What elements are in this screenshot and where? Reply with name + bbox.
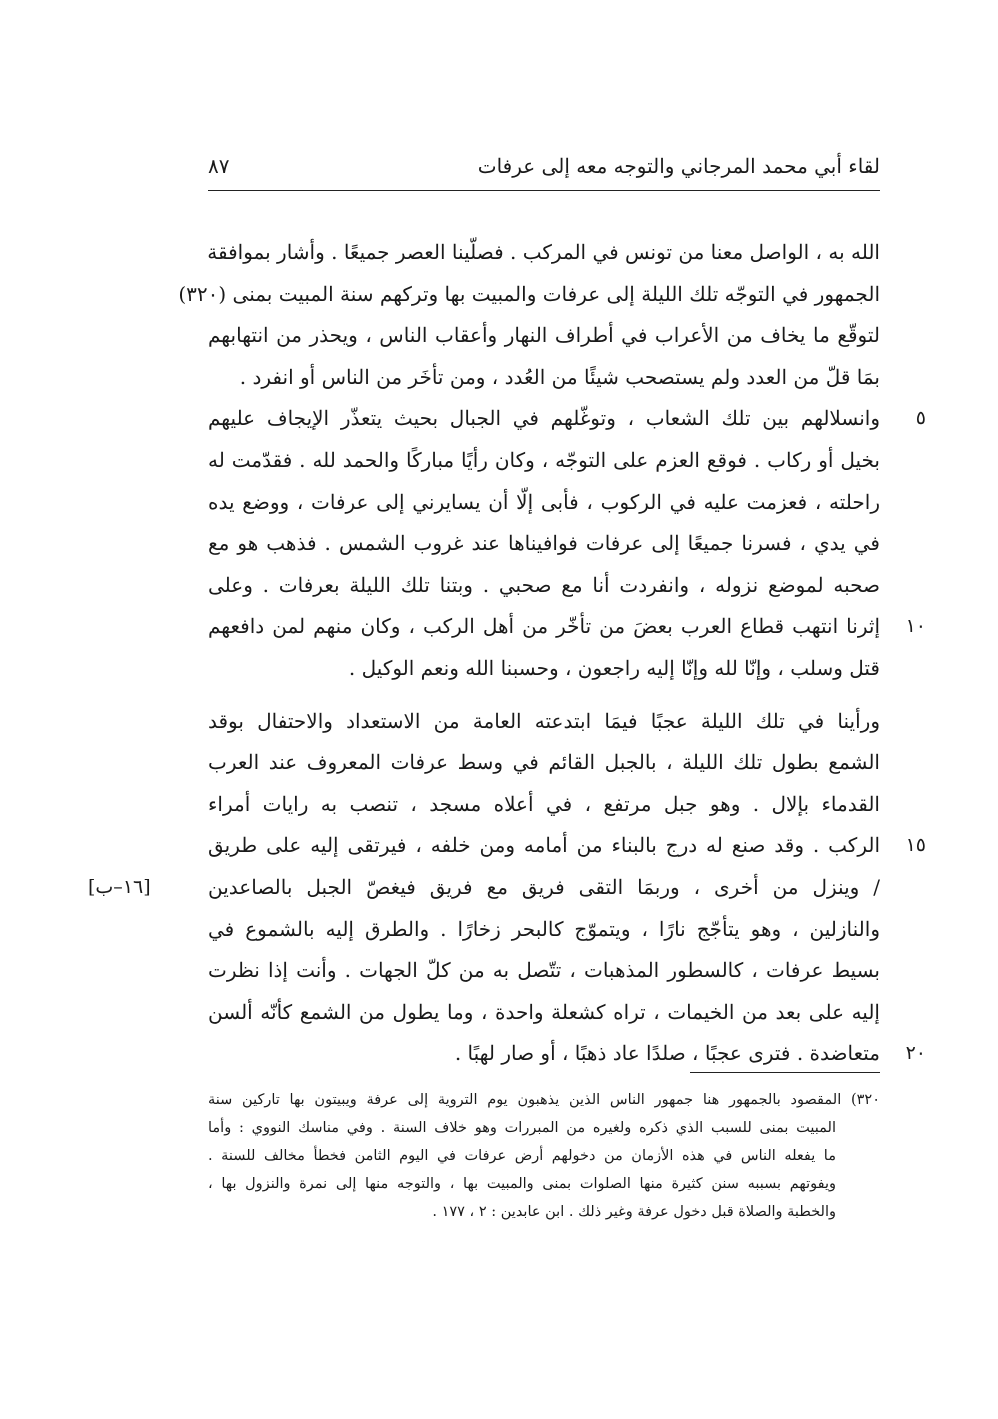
text-line: الشمع بطول تلك الليلة ، بالجبل القائم في وسط عرفات المعروف عند العرب xyxy=(208,750,880,775)
text-line: / وينزل من أخرى ، وربمَا التقى فريق مع فريق فيغصّ الجبل بالصاعدين xyxy=(208,874,880,899)
footnote-line: المبيت بمنى للسبب الذي ذكره ولغيره من المبررات وهو خلاف السنة . وفي مناسك النووي : وأما xyxy=(208,1120,836,1136)
text-line-with-number xyxy=(208,606,926,648)
text-line: والنازلين ، وهو يتأجّج نارًا ، ويتموّج كالبحر زخارًا . والطرق إليه بالشموع في xyxy=(208,916,880,941)
line-number: ٥ xyxy=(915,407,926,430)
line-number: ١٠ xyxy=(905,615,926,638)
text-line: متعاضدة . فترى عجبًا ، صلدًا عاد ذهبًا ، أو صار لهبًا . xyxy=(454,1041,880,1066)
text-line: راحلته ، فعزمت عليه في الركوب ، فأبى إلّا أن يسايرني إلى عرفات ، ووضع يده xyxy=(208,489,880,514)
text-line: القدماء بإلال . وهو جبل مرتفع ، في أعلاه مسجد ، تنصب به رايات أمراء xyxy=(208,791,880,816)
text-line: في يدي ، فسرنا جميعًا إلى عرفات فوافيناها عند غروب الشمس . فذهب هو مع xyxy=(208,531,880,556)
text-line: وانسلالهم بين تلك الشعاب ، وتوغّلهم في الجبال بحيث يتعذّر الإيجاف عليهم xyxy=(208,406,880,431)
footnote-line: والخطبة والصلاة قبل دخول عرفة وغير ذلك . ابن عابدين : ٢ ، ١٧٧ . xyxy=(432,1204,836,1220)
line-number: ٢٠ xyxy=(905,1042,926,1065)
page-number: ٨٧ xyxy=(208,154,230,178)
text-line-with-number xyxy=(208,1033,926,1075)
text-line: قتل وسلب ، وإنّا لله وإنّا إليه راجعون ، وحسبنا الله ونعم الوكيل . xyxy=(348,655,880,680)
text-line-with-margin-ref xyxy=(88,867,880,909)
text-line: بمَا قلّ من العدد ولم يستصحب شيئًا من العُدد ، ومن تأخَر من الناس أو انفرد . xyxy=(239,364,880,389)
paragraph-start-line: ورأينا في تلك الليلة عجبًا فيمَا ابتدعته العامة من الاستعداد والاحتفال بوقد xyxy=(208,708,880,733)
text-line: لتوقّع ما يخاف من الأعراب في أطراف النهار وأعقاب الناس ، ويحذر من انتهابهم xyxy=(208,323,880,348)
running-header xyxy=(208,150,880,191)
footnote-line: ما يفعله الناس في هذه الأزمان من دخولهم أرض عرفات في اليوم الثامن فخطأ مخالف للسنة . xyxy=(208,1148,836,1164)
text-line: الركب . وقد صنع له درج بالبناء من أمامه ومن خلفه ، فيرتقى إليه على طريق xyxy=(208,833,880,858)
footnote-line: ويفوتهم بسببه سنن كثيرة منها الصلوات بمنى والمبيت بها ، والتوجه منها إلى نمرة والنزول بها ، xyxy=(208,1176,836,1192)
text-line: بخيل أو ركاب . فوقع العزم على التوجّه ، وكان رأيًا مباركًا والحمد لله . فقدّمت له xyxy=(208,447,880,472)
footnotes xyxy=(208,1086,880,1226)
footnote-separator xyxy=(690,1072,880,1073)
text-line-with-number xyxy=(208,398,926,440)
text-line: صحبه لموضع نزوله ، وانفردت أنا مع صحبي . وبتنا تلك الليلة بعرفات . وعلى xyxy=(208,572,880,597)
chapter-title: لقاء أبي محمد المرجاني والتوجه معه إلى عرفات xyxy=(477,154,880,178)
text-line: إثرنا انتهب قطاع العرب بعضَ من تأخّر من أهل الركب ، وكان منهم لمن دافعهم xyxy=(208,614,880,639)
manuscript-folio-reference: [١٦–ب] xyxy=(88,875,151,898)
text-line: الله به ، الواصل معنا من تونس في المركب . فصلّينا العصر جميعًا . وأشار بموافقة xyxy=(207,240,880,264)
line-number: ١٥ xyxy=(905,834,926,857)
text-line: بسيط عرفات ، كالسطور المذهبات ، تتّصل به من كلّ الجهات . وأنت إذا نظرت xyxy=(208,958,880,983)
text-line-with-number xyxy=(208,825,926,867)
text-line: الجمهور في التوجّه تلك الليلة إلى عرفات والمبيت بها وتركهم سنة المبيت بمنى (٣٢٠) xyxy=(178,281,880,306)
main-text xyxy=(88,232,926,1075)
footnote-line: ٣٢٠) المقصود بالجمهور هنا جمهور الناس الذين يذهبون يوم التروية إلى عرفة ويبيتون بها تاركين سنة xyxy=(208,1092,880,1108)
text-line: إليه على بعد من الخيمات ، تراه كشعلة واحدة ، وما يطول من الشمع كأنّه ألسن xyxy=(208,999,880,1024)
